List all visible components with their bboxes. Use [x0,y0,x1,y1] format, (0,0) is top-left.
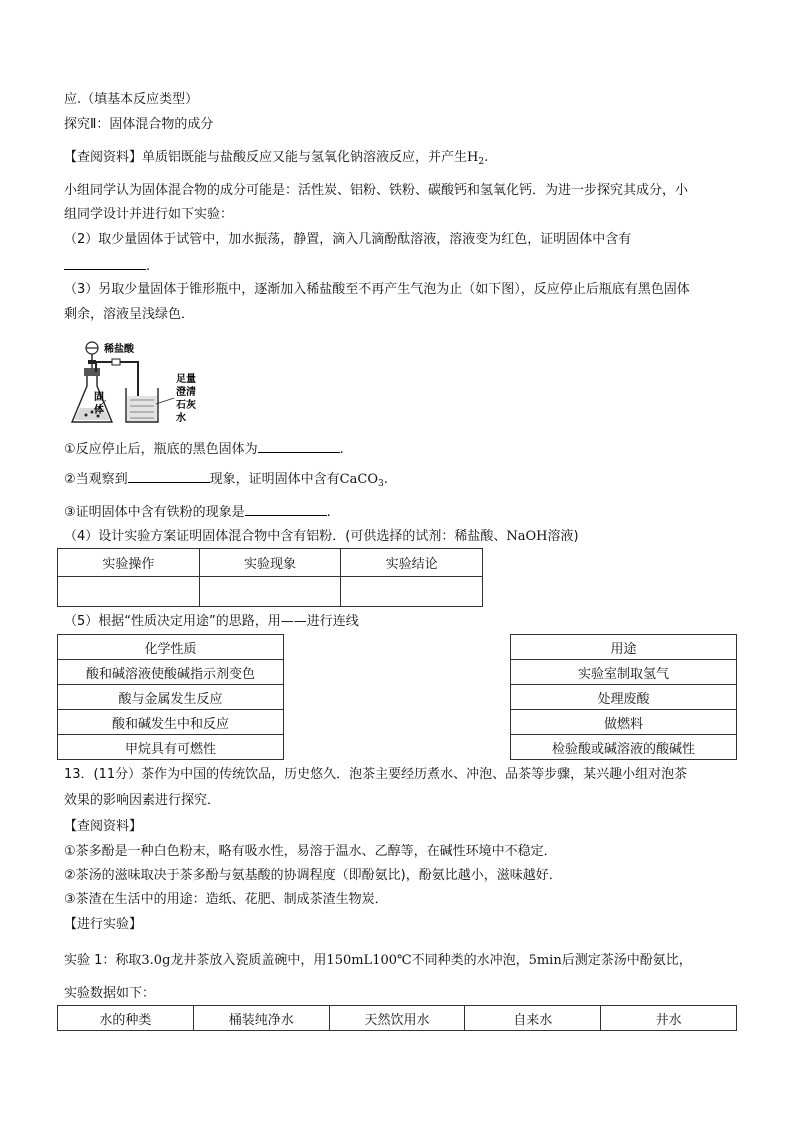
text-segment: . [484,150,489,165]
use-table [510,634,737,760]
water-type-cell: 天然饮用水 [329,1006,465,1031]
answer-cell[interactable] [58,577,200,607]
water-type-table [57,1005,737,1031]
text-line: 实验数据如下： [64,986,156,1001]
use-header: 用途 [511,635,737,660]
experiment-table [57,548,483,607]
reference-item-1: ①茶多酚是一种白色粉末，略有吸水性，易溶于温水、乙醇等，在碱性环境中不稳定． [64,844,557,859]
answer-cell[interactable] [341,577,483,607]
steep-time: 5min [528,953,562,968]
apparatus-diagram [66,338,216,430]
section-heading: 【查阅资料】 [64,819,143,834]
solid-label-2: 体 [94,405,104,416]
question-2: （2）取少量固体于试管中，加水振荡，静置，滴入几滴酚酞溶液，溶液变为红色，证明固体中含有 [64,232,632,247]
property-header: 化学性质 [58,635,284,660]
use-item[interactable]: 实验室制取氢气 [511,660,737,685]
section-heading: 探究Ⅱ：固体混合物的成分 [64,117,214,132]
formula-h: H [467,150,479,165]
formula-naoh: NaOH [506,529,548,544]
formula-subscript: 2 [478,157,485,167]
text-segment: 现象，证明固体中含有 [209,472,340,487]
text-segment: . [146,259,151,274]
question-5: （5）根据“性质决定用途”的思路，用——进行连线 [64,614,359,629]
limewater-label-1: 足量 [176,374,196,385]
property-item[interactable]: 酸和碱发生中和反应 [58,710,284,735]
text-line: 剩余，溶液呈浅绿色． [64,307,195,322]
solid-label-1: 固 [94,392,104,403]
answer-line [64,255,150,277]
water-type-cell: 桶装纯净水 [193,1006,329,1031]
use-item[interactable]: 检验酸或碱溶液的酸碱性 [511,735,737,760]
header-operation: 实验操作 [58,549,200,577]
text-segment: . [326,505,331,520]
acid-label: 稀盐酸 [104,344,134,355]
water-volume-temp: 150mL100℃ [326,953,412,968]
property-item[interactable]: 酸和碱溶液使酸碱指示剂变色 [58,660,284,685]
text-segment: （4）设计实验方案证明固体混合物中含有铝粉．(可供选择的试剂：稀盐酸、 [64,529,507,544]
text-segment: 【查阅资料】单质铝既能与盐酸反应又能与氢氧化钠溶液反应，并产生 [64,150,468,165]
header-conclusion: 实验结论 [341,549,483,577]
answer-blank[interactable] [64,255,146,270]
formula-subscript: 3 [377,479,384,489]
text-segment: 龙井茶放入瓷质盖碗中，用 [170,953,327,968]
text-line: 组同学设计并进行如下实验： [64,207,234,222]
reference-item-2: ②茶汤的滋味取决于茶多酚与氨基酸的协调程度（即酚氨比)，酚氨比越小，滋味越好． [64,868,562,883]
text-line: 小组同学认为固体混合物的成分可能是：活性炭、铝粉、铁粉、碳酸钙和氢氧化钙．为进一步探究其成分，小 [64,183,689,198]
limewater-label-2: 澄清 [176,387,196,398]
question-13: 13．(11分）茶作为中国的传统饮品，历史悠久．泡茶主要经历煮水、冲泡、品茶等步骤，某兴趣小组对泡茶 [64,767,688,782]
water-type-header: 水的种类 [58,1006,194,1031]
text-line: 效果的影响因素进行探究． [64,793,221,808]
text-segment: 不同种类的水冲泡， [411,953,529,968]
text-segment: ②当观察到 [64,472,128,487]
answer-blank[interactable] [128,468,210,483]
limewater-label-3: 石灰 [176,400,196,411]
water-type-cell: 井水 [601,1006,737,1031]
formula-caco3: CaCO [339,472,378,487]
limewater-label-4: 水 [176,413,186,424]
sub-question-2 [64,468,388,494]
property-item[interactable]: 酸与金属发生反应 [58,685,284,710]
text-segment: . [383,472,388,487]
header-phenomenon: 实验现象 [199,549,341,577]
sub-question-1 [64,438,344,460]
use-item[interactable]: 做燃料 [511,710,737,735]
text-segment: 后测定茶汤中酚氨比， [561,953,692,968]
text-segment: ①反应停止后，瓶底的黑色固体为 [64,442,258,457]
reference-item-3: ③茶渣在生活中的用途：造纸、花肥、制成茶渣生物炭． [64,892,388,907]
sub-question-3 [64,501,331,523]
property-table [57,634,284,760]
question-3: （3）另取少量固体于锥形瓶中，逐渐加入稀盐酸至不再产生气泡为止（如下图），反应停止后瓶底有黑色固体 [64,282,690,297]
answer-cell[interactable] [199,577,341,607]
text-segment: . [339,442,344,457]
text-line: 应.（填基本反应类型） [64,92,199,107]
tea-mass: 3.0g [141,953,171,968]
use-item[interactable]: 处理废酸 [511,685,737,710]
answer-blank[interactable] [245,501,327,516]
text-segment: 溶液) [547,529,579,544]
reference-note [64,148,488,172]
water-type-cell: 自来水 [465,1006,601,1031]
property-item[interactable]: 甲烷具有可燃性 [58,735,284,760]
section-heading: 【进行实验】 [64,917,143,932]
text-segment: ③证明固体中含有铁粉的现象是 [64,505,245,520]
text-segment: 实验 1：称取 [64,953,142,968]
question-4 [64,527,579,547]
experiment-1 [64,951,692,971]
answer-blank[interactable] [258,438,340,453]
